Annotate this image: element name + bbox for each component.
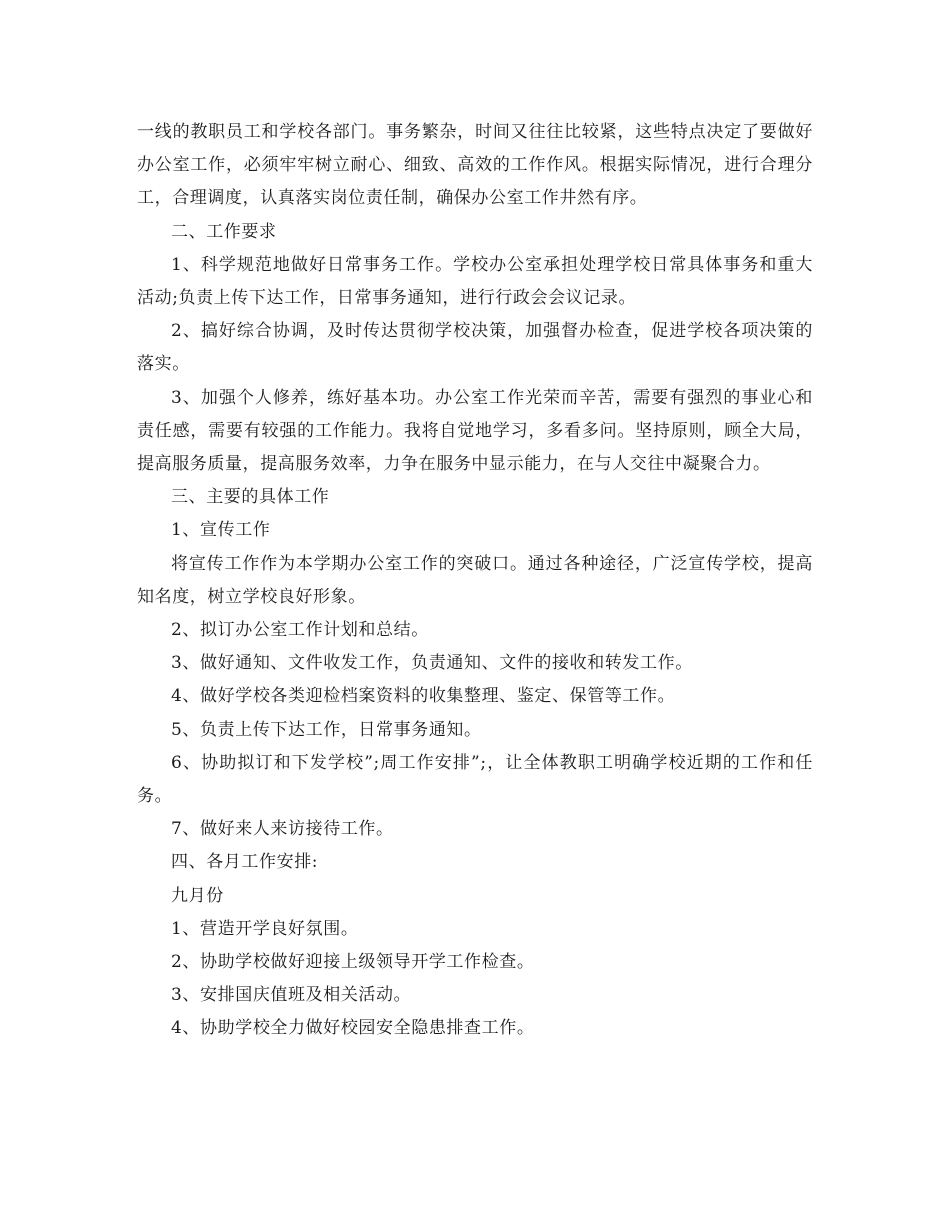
- list-item: 6、协助拟订和下发学校”;周工作安排”;，让全体教职工明确学校近期的工作和任务。: [137, 752, 813, 807]
- list-item: 1、科学规范地做好日常事务工作。学校办公室承担处理学校日常具体事务和重大活动;负责上传下达工作，日常事务通知，进行行政会会议记录。: [137, 254, 813, 309]
- list-item: 1、营造开学良好氛围。: [171, 918, 359, 939]
- list-item: 4、做好学校各类迎检档案资料的收集整理、鉴定、保管等工作。: [171, 686, 676, 707]
- section-heading-main-tasks: 三、主要的具体工作: [171, 487, 330, 508]
- list-item: 2、拟订办公室工作计划和总结。: [171, 620, 429, 641]
- list-item: 2、协助学校做好迎接上级领导开学工作检查。: [171, 952, 535, 973]
- paragraph-intro-continuation: 一线的教职员工和学校各部门。事务繁杂，时间又往往比较紧，这些特点决定了要做好办公室工作，必须牢牢树立耐心、细致、高效的工作作风。根据实际情况，进行合理分工，合理调度，认真落实岗位责任制，确保办公室工作井然有序。: [137, 122, 813, 209]
- list-item: 3、安排国庆值班及相关活动。: [171, 985, 412, 1006]
- paragraph-publicity: 将宣传工作作为本学期办公室工作的突破口。通过各种途径，广泛宣传学校，提高知名度，树立学校良好形象。: [137, 553, 813, 607]
- list-item: 3、加强个人修养，练好基本功。办公室工作光荣而辛苦，需要有强烈的事业心和责任感，需要有较强的工作能力。我将自觉地学习，多看多问。坚持原则，顾全大局，提高服务质量，提高服务效率，力争在服务中显示能力，在与人交往中凝聚合力。: [137, 387, 813, 475]
- document-body: [137, 116, 813, 1046]
- list-item: 4、协助学校全力做好校园安全隐患排查工作。: [171, 1018, 535, 1039]
- section-heading-work-requirements: 二、工作要求: [171, 221, 277, 242]
- list-item: 7、做好来人来访接待工作。: [171, 819, 394, 840]
- list-item: 2、搞好综合协调，及时传达贯彻学校决策，加强督办检查，促进学校各项决策的落实。: [137, 321, 813, 375]
- subheading-publicity: 1、宣传工作: [171, 520, 271, 541]
- list-item: 3、做好通知、文件收发工作，负责通知、文件的接收和转发工作。: [171, 653, 693, 674]
- list-item: 5、负责上传下达工作，日常事务通知。: [171, 719, 482, 740]
- subheading-september: 九月份: [171, 885, 224, 906]
- section-heading-monthly-schedule: 四、各月工作安排:: [171, 852, 319, 873]
